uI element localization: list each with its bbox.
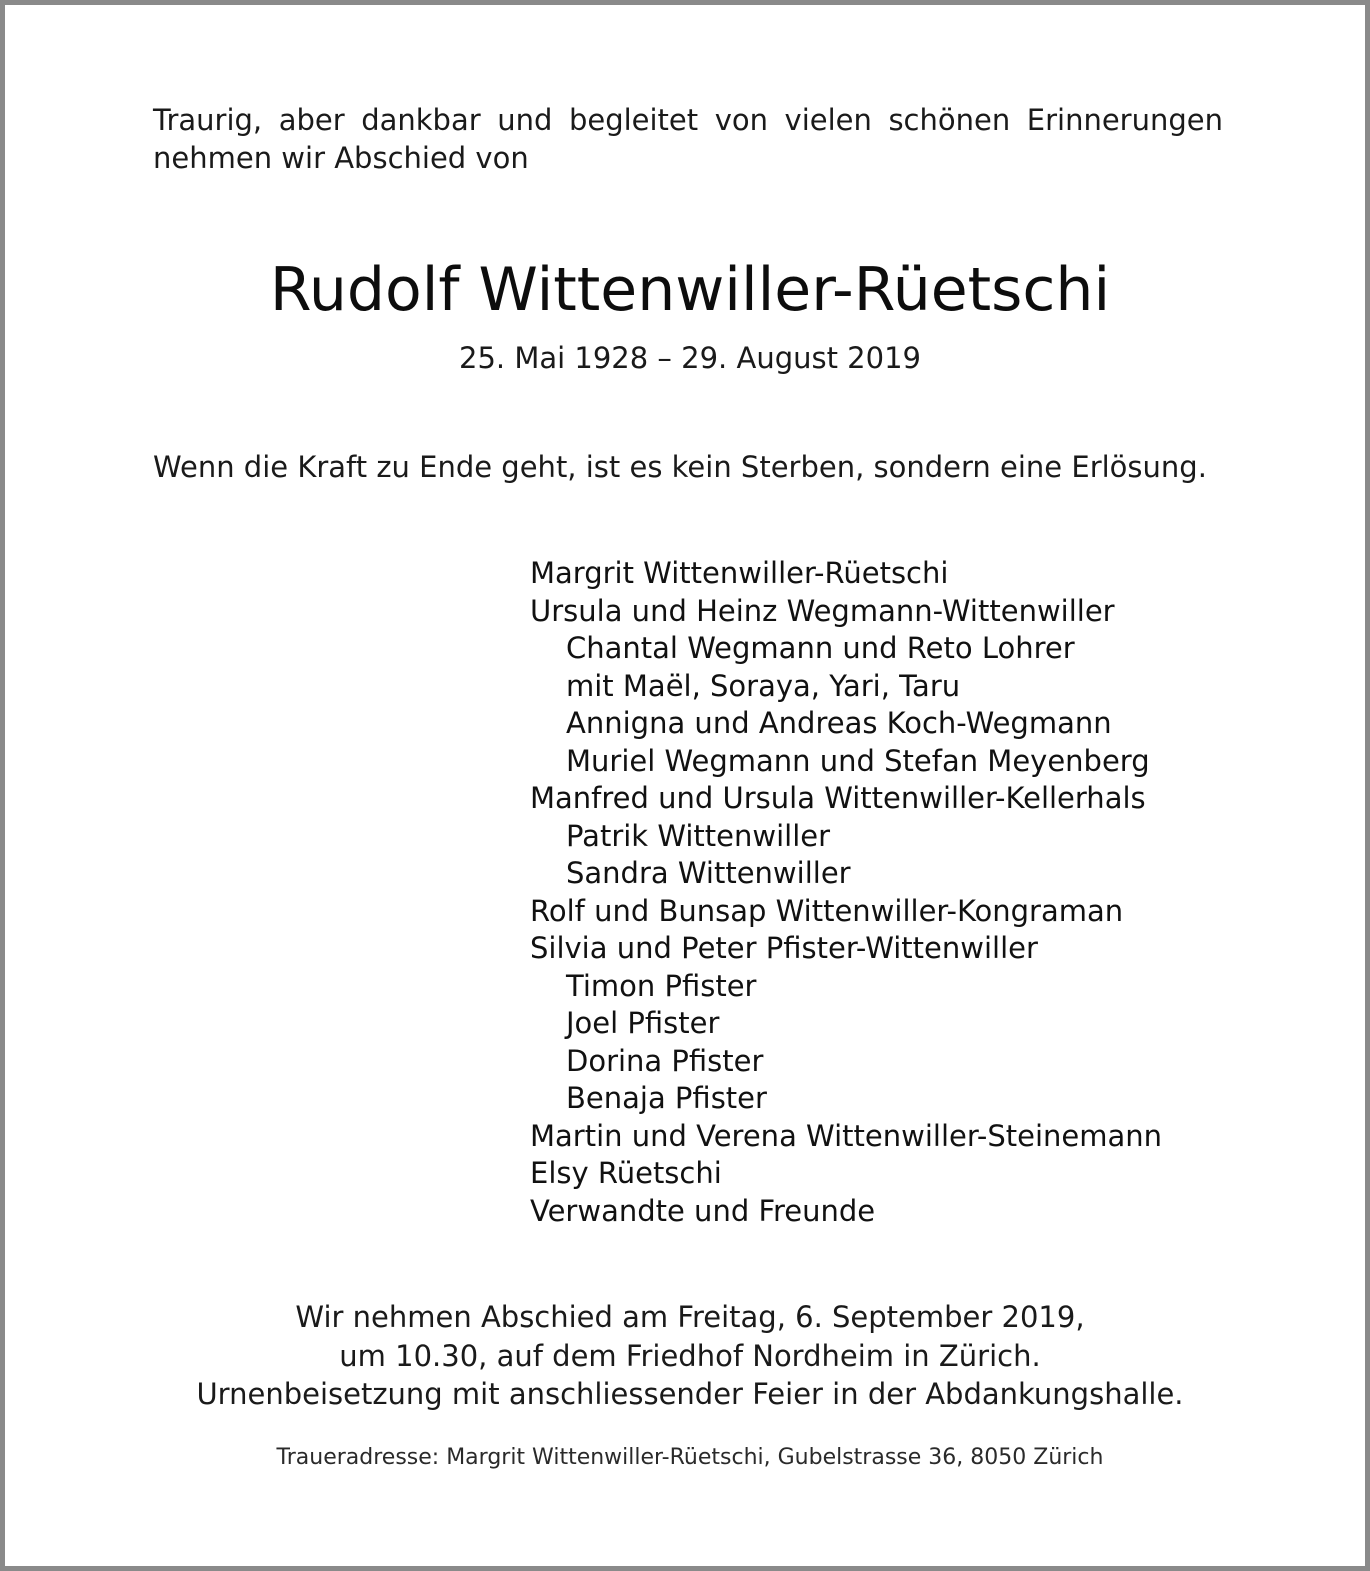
mourner-item: Verwandte und Freunde	[530, 1193, 876, 1228]
mourner-item: Martin und Verena Wittenwiller-Steinemann	[530, 1118, 1163, 1153]
mourner-item: Annigna und Andreas Koch-Wegmann	[566, 706, 1112, 740]
mourner-item: Margrit Wittenwiller-Rüetschi	[530, 556, 949, 590]
deceased-name: Rudolf Wittenwiller-Rüetschi	[269, 255, 1111, 325]
mourner-item: Sandra Wittenwiller	[566, 856, 851, 890]
mourning-address: Traueradresse: Margrit Wittenwiller-Rüetschi, Gubelstrasse 36, 8050 Zürich	[276, 1445, 1104, 1470]
mourner-item: Benaja Pfister	[566, 1081, 767, 1115]
ceremony-line-3: Urnenbeisetzung mit anschliessender Feier in der Abdankungshalle.	[196, 1377, 1184, 1411]
mourner-item: Rolf und Bunsap Wittenwiller-Kongraman	[530, 893, 1124, 928]
life-dates: 25. Mai 1928 – 29. August 2019	[459, 341, 921, 375]
ceremony-info	[5, 1298, 1370, 1414]
mourner-item: Joel Pfister	[566, 1006, 720, 1040]
intro-text	[153, 101, 1223, 177]
ceremony-line-1: Wir nehmen Abschied am Freitag, 6. September 2019,	[295, 1300, 1085, 1334]
mourner-item: Patrik Wittenwiller	[566, 818, 831, 853]
mourner-item: Ursula und Heinz Wegmann-Wittenwiller	[530, 593, 1115, 628]
ceremony-line-2: um 10.30, auf dem Friedhof Nordheim in Zürich.	[339, 1338, 1041, 1373]
mourner-item: Dorina Pfister	[566, 1043, 764, 1078]
intro-line-2: nehmen wir Abschied von	[153, 141, 529, 175]
mourner-item: Timon Pfister	[566, 968, 757, 1003]
intro-line-1: Traurig, aber dankbar und begleitet von vielen schönen Erinnerungen	[153, 103, 1223, 137]
mourner-item: Chantal Wegmann und Reto Lohrer	[566, 631, 1075, 665]
mourner-item: Manfred und Ursula Wittenwiller-Kellerhals	[530, 781, 1146, 815]
mourners-list	[530, 555, 1330, 1230]
mourner-item: Silvia und Peter Pfister-Wittenwiller	[530, 931, 1038, 965]
mourner-item: Muriel Wegmann und Stefan Meyenberg	[566, 743, 1150, 778]
mourner-item: mit Maël, Soraya, Yari, Taru	[566, 668, 961, 703]
mourner-item: Elsy Rüetschi	[530, 1156, 722, 1190]
motto-quote: Wenn die Kraft zu Ende geht, ist es kein Sterben, sondern eine Erlösung.	[153, 450, 1207, 484]
